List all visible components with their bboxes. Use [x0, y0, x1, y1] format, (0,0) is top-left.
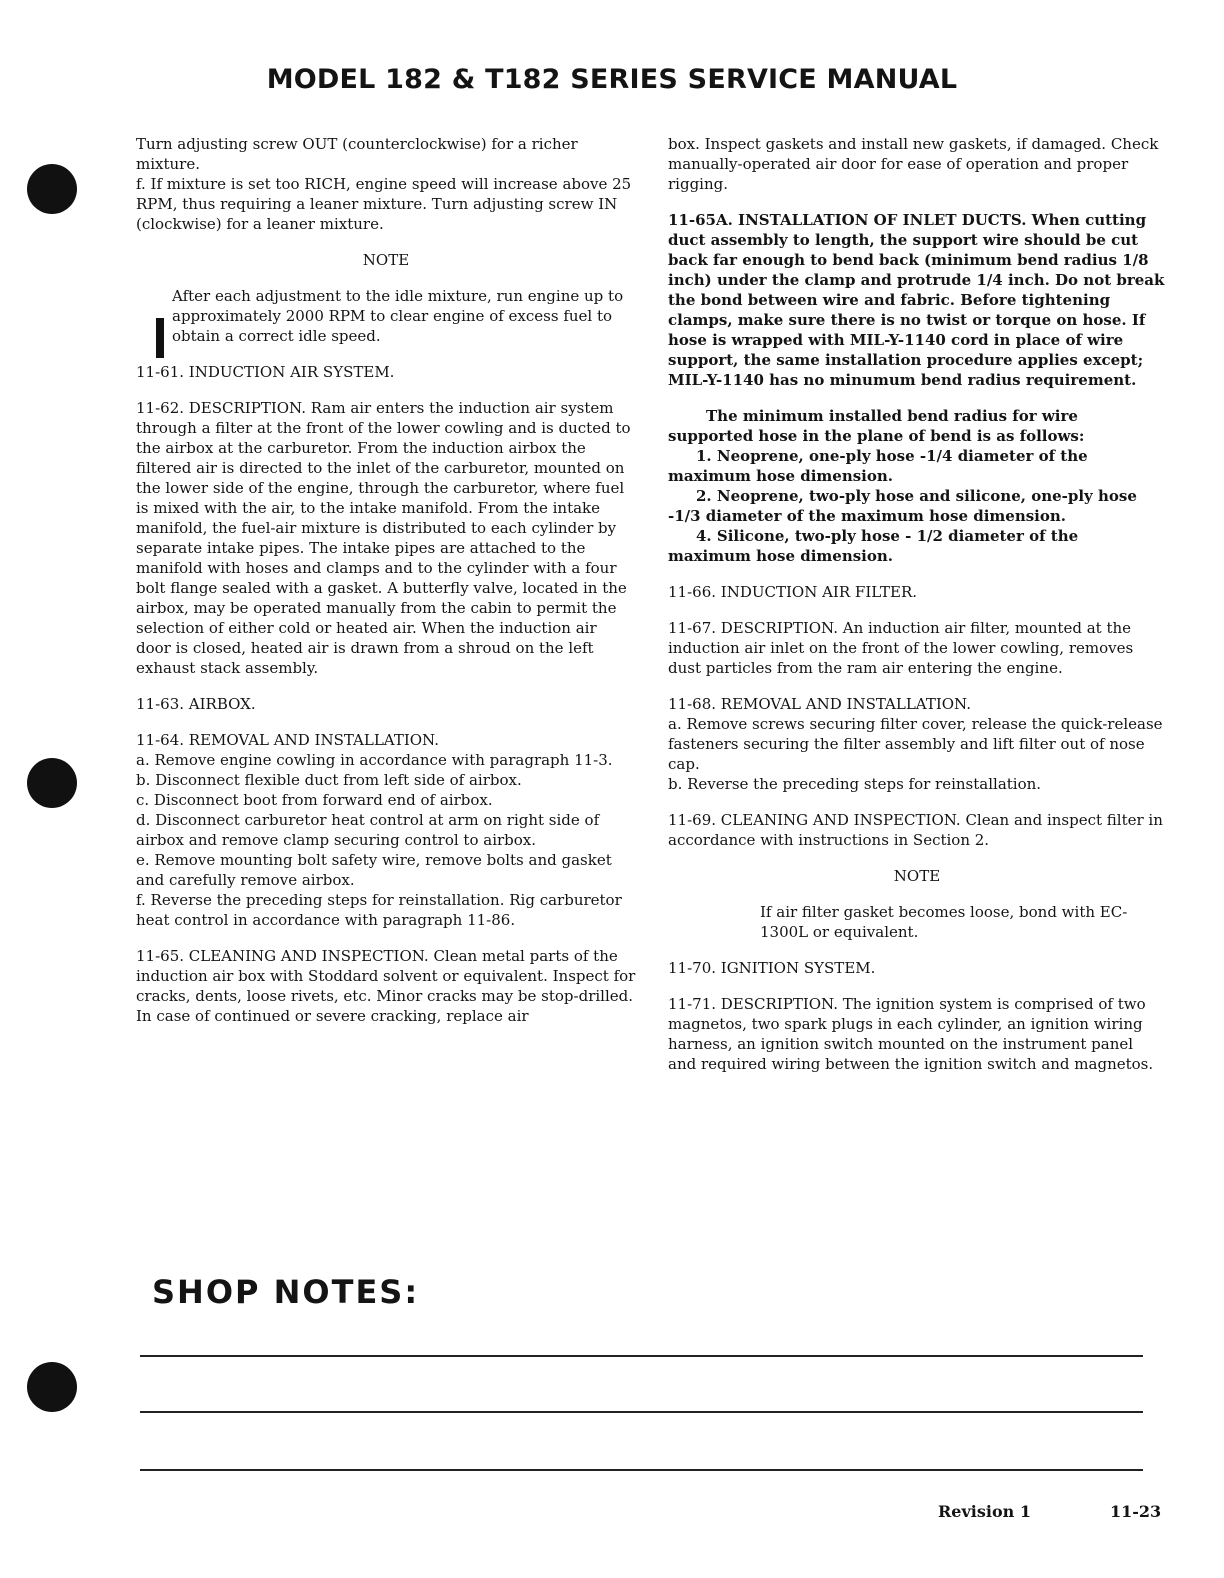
shop-notes-label: SHOP NOTES:	[152, 1273, 420, 1311]
notes-line-1	[140, 1355, 1143, 1357]
notes-line-2	[140, 1411, 1143, 1413]
notes-line-3	[140, 1469, 1143, 1471]
step-f-reinstall: f. Reverse the preceding steps for reinstallation. Rig carburetor heat control in accordance with paragraph 11-86.	[136, 891, 622, 929]
page-title: MODEL 182 & T182 SERIES SERVICE MANUAL	[266, 64, 958, 95]
section-11-63-heading: 11-63. AIRBOX.	[136, 695, 256, 713]
section-11-70-heading: 11-70. IGNITION SYSTEM.	[668, 959, 876, 977]
bend-radius-item-2: 2. Neoprene, two-ply hose and silicone, one-ply hose -1/3 diameter of the maximum hose dimension.	[668, 487, 1137, 525]
left-column	[136, 134, 636, 1042]
binder-hole-bottom	[27, 1362, 77, 1412]
step-b: b. Disconnect flexible duct from left side of airbox.	[136, 771, 522, 789]
step-c: c. Disconnect boot from forward end of airbox.	[136, 791, 493, 809]
section-11-62-description: 11-62. DESCRIPTION. Ram air enters the induction air system through a filter at the front of the lower cowling and is ducted to the airbox at the carburetor. From the induction airbox the filtered air is directed to the inlet of the carburetor, mounted on the lower side of the engine, through the carburetor, where fuel is mixed with the air, to the intake manifold. From the intake manifold, the fuel-air mixture is distributed to each cylinder by separate intake pipes. The intake pipes are attached to the manifold with hoses and clamps and to the cylinder with a four bolt flange sealed with a gasket. A butterfly valve, located in the airbox, may be operated manually from the cabin to permit the selection of either cold or heated air. When the induction air door is closed, heated air is drawn from a shroud on the left exhaust stack assembly.	[136, 399, 631, 677]
section-11-66-heading: 11-66. INDUCTION AIR FILTER.	[668, 583, 918, 601]
step-a: a. Remove engine cowling in accordance with paragraph 11-3.	[136, 751, 613, 769]
filter-step-a: a. Remove screws securing filter cover, release the quick-release fasteners securing the filter assembly and lift filter out of nose cap.	[668, 715, 1163, 773]
step-f: f. If mixture is set too RICH, engine speed will increase above 25 RPM, thus requiring a leaner mixture. Turn adjusting screw IN (clockwise) for a leaner mixture.	[136, 175, 632, 233]
note-heading-right: NOTE	[893, 867, 941, 885]
binder-hole-top	[27, 164, 77, 214]
bend-radius-item-1: 1. Neoprene, one-ply hose -1/4 diameter of the maximum hose dimension.	[668, 447, 1088, 485]
binder-hole-middle	[27, 758, 77, 808]
section-11-69-cleaning: 11-69. CLEANING AND INSPECTION. Clean and inspect filter in accordance with instructions in Section 2.	[668, 811, 1163, 849]
section-11-64-heading: 11-64. REMOVAL AND INSTALLATION.	[136, 731, 439, 749]
note-heading: NOTE	[362, 251, 410, 269]
page-number: 11-23	[1110, 1502, 1162, 1521]
filter-step-b: b. Reverse the preceding steps for reinstallation.	[668, 775, 1042, 793]
intro-line: Turn adjusting screw OUT (counterclockwise) for a richer mixture.	[136, 135, 578, 173]
section-11-61-heading: 11-61. INDUCTION AIR SYSTEM.	[136, 363, 395, 381]
section-11-67-description: 11-67. DESCRIPTION. An induction air filter, mounted at the induction air inlet on the front of the lower cowling, removes dust particles from the ram air entering the engine.	[668, 619, 1134, 677]
step-d: d. Disconnect carburetor heat control at arm on right side of airbox and remove clamp securing control to airbox.	[136, 811, 600, 849]
revision-label: Revision 1	[938, 1502, 1031, 1521]
section-11-68-heading: 11-68. REMOVAL AND INSTALLATION.	[668, 695, 971, 713]
section-11-65A-installation: 11-65A. INSTALLATION OF INLET DUCTS. When cutting duct assembly to length, the support wire should be cut back far enough to bend back (minimum bend radius 1/8 inch) under the clamp and protrude 1/4 inch. Do not break the bond between wire and fabric. Before tightening clamps, make sure there is no twist or torque on hose. If hose is wrapped with MIL-Y-1140 cord in place of wire support, the same installation procedure applies except; MIL-Y-1140 has no minumum bend radius requirement.	[668, 211, 1165, 389]
section-11-71-description: 11-71. DESCRIPTION. The ignition system is comprised of two magnetos, two spark plugs in each cylinder, an ignition wiring harness, an ignition switch mounted on the instrument panel and required wiring between the ignition switch and magnetos.	[668, 995, 1154, 1073]
section-11-65-cleaning: 11-65. CLEANING AND INSPECTION. Clean metal parts of the induction air box with Stoddard solvent or equivalent. Inspect for cracks, dents, loose rivets, etc. Minor cracks may be stop-drilled. In case of continued or severe cracking, replace air	[136, 947, 636, 1025]
right-column	[668, 134, 1166, 1090]
note-text: After each adjustment to the idle mixture, run engine up to approximately 2000 RPM to clear engine of excess fuel to obtain a correct idle speed.	[172, 287, 624, 345]
bend-radius-intro: The minimum installed bend radius for wire supported hose in the plane of bend is as follows:	[668, 407, 1085, 445]
section-11-65-continued: box. Inspect gaskets and install new gaskets, if damaged. Check manually-operated air door for ease of operation and proper rigging.	[668, 135, 1159, 193]
bend-radius-item-4: 4. Silicone, two-ply hose - 1/2 diameter of the maximum hose dimension.	[668, 527, 1079, 565]
note-text-right: If air filter gasket becomes loose, bond with EC-1300L or equivalent.	[760, 903, 1128, 941]
step-e: e. Remove mounting bolt safety wire, remove bolts and gasket and carefully remove airbox.	[136, 851, 612, 889]
